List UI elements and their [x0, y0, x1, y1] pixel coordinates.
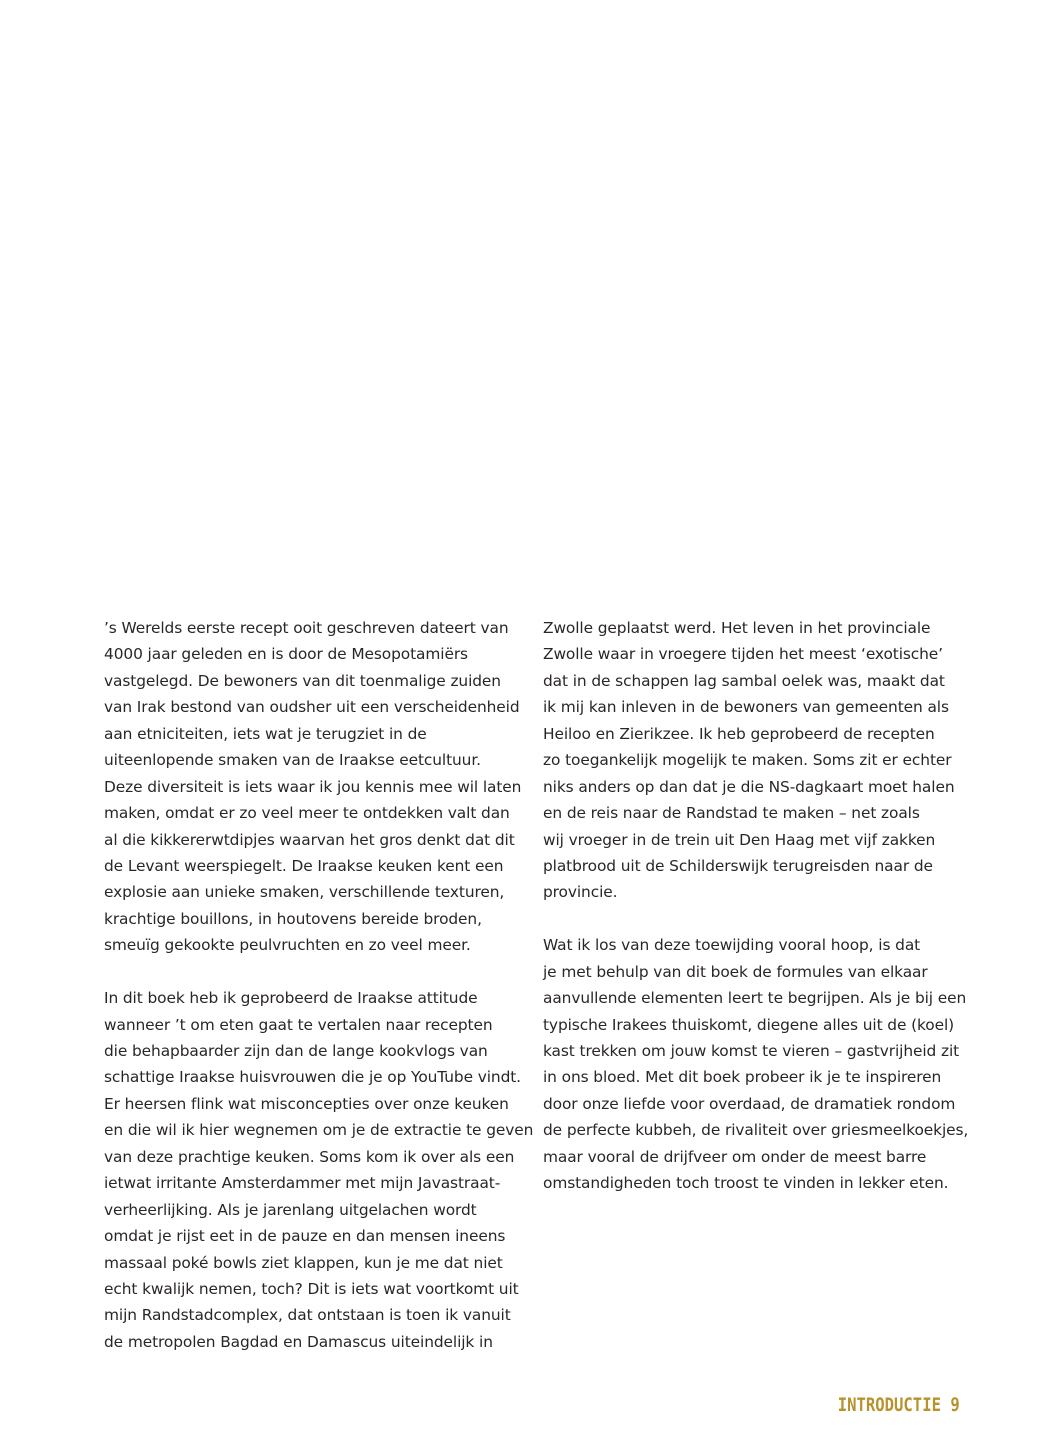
text-line: ’s Werelds eerste recept ooit geschreven dateert van: [104, 619, 509, 637]
text-line: aan etniciteiten, iets wat je terugziet in de: [104, 724, 427, 743]
text-line: 4000 jaar geleden en is door de Mesopotamiërs: [104, 645, 468, 664]
text-line: ietwat irritante Amsterdammer met mijn Javastraat-: [104, 1174, 501, 1193]
text-line: massaal poké bowls ziet klappen, kun je me dat niet: [104, 1253, 503, 1272]
text-line: omstandigheden toch troost te vinden in lekker eten.: [543, 1174, 949, 1193]
text-line: uiteenlopende smaken van de Iraakse eetcultuur.: [104, 751, 481, 770]
paragraph-spacer: [104, 959, 524, 985]
paragraph: [543, 615, 963, 906]
text-line: door onze liefde voor overdaad, de dramatiek rondom: [543, 1094, 956, 1113]
text-line: mijn Randstadcomplex, dat ontstaan is toen ik vanuit: [104, 1306, 511, 1325]
text-line: dat in de schappen lag sambal oelek was, maakt dat: [543, 671, 945, 690]
text-line: provincie.: [543, 883, 618, 902]
text-line: de Levant weerspiegelt. De Iraakse keuken kent een: [104, 856, 504, 875]
text-line: in ons bloed. Met dit boek probeer ik je te inspireren: [543, 1068, 942, 1087]
text-line: Zwolle geplaatst werd. Het leven in het provinciale: [543, 619, 931, 637]
text-line: niks anders op dan dat je die NS-dagkaart moet halen: [543, 777, 955, 796]
text-line: van deze prachtige keuken. Soms kom ik over als een: [104, 1147, 515, 1166]
text-line: Wat ik los van deze toewijding vooral hoop, is dat: [543, 936, 921, 955]
text-line: aanvullende elementen leert te begrijpen. Als je bij een: [543, 989, 967, 1008]
text-line: schattige Iraakse huisvrouwen die je op YouTube vindt.: [104, 1068, 521, 1087]
text-line: de perfecte kubbeh, de rivaliteit over griesmeelkoekjes,: [543, 1121, 969, 1140]
text-line: vastgelegd. De bewoners van dit toenmalige zuiden: [104, 671, 501, 690]
text-line: Er heersen flink wat misconcepties over onze keuken: [104, 1094, 509, 1113]
paragraph: [543, 932, 969, 1196]
text-line: Zwolle waar in vroegere tijden het meest ‘exotische’: [543, 645, 943, 664]
text-line: de metropolen Bagdad en Damascus uiteindelijk in: [104, 1332, 493, 1351]
text-line: Deze diversiteit is iets waar ik jou kennis mee wil laten: [104, 777, 522, 796]
page-footer-label: INTRODUCTIE 9: [838, 1394, 960, 1416]
left-text-column: [104, 615, 534, 1355]
text-line: echt kwalijk nemen, toch? Dit is iets wat voortkomt uit: [104, 1279, 519, 1298]
text-line: explosie aan unieke smaken, verschillende texturen,: [104, 883, 505, 902]
text-line: zo toegankelijk mogelijk te maken. Soms zit er echter: [543, 751, 952, 770]
text-line: al die kikkererwtdipjes waarvan het gros denkt dat dit: [104, 830, 515, 849]
text-line: maar vooral de drijfveer om onder de meest barre: [543, 1147, 927, 1166]
text-line: In dit boek heb ik geprobeerd de Iraakse attitude: [104, 989, 478, 1008]
text-line: omdat je rijst eet in de pauze en dan mensen ineens: [104, 1227, 506, 1246]
text-line: typische Irakees thuiskomt, diegene alles uit de (koel): [543, 1015, 955, 1034]
text-line: kast trekken om jouw komst te vieren – gastvrijheid zit: [543, 1042, 960, 1060]
text-line: krachtige bouillons, in houtovens bereide broden,: [104, 909, 482, 928]
paragraph: [104, 615, 524, 959]
text-line: die behapbaarder zijn dan de lange kookvlogs van: [104, 1042, 488, 1060]
text-line: ik mij kan inleven in de bewoners van gemeenten als: [543, 698, 949, 717]
text-line: platbrood uit de Schilderswijk terugreisden naar de: [543, 856, 933, 875]
text-line: smeuïg gekookte peulvruchten en zo veel meer.: [104, 936, 471, 955]
right-text-column: [543, 615, 969, 1197]
text-line: wanneer ’t om eten gaat te vertalen naar recepten: [104, 1015, 493, 1034]
text-line: van Irak bestond van oudsher uit een verscheidenheid: [104, 698, 520, 717]
text-line: en die wil ik hier wegnemen om je de extractie te geven: [104, 1121, 534, 1140]
paragraph-spacer: [543, 906, 963, 932]
text-line: je met behulp van dit boek de formules van elkaar: [543, 962, 928, 981]
text-line: Heiloo en Zierikzee. Ik heb geprobeerd de recepten: [543, 724, 935, 743]
text-line: en de reis naar de Randstad te maken – net zoals: [543, 804, 920, 823]
text-line: maken, omdat er zo veel meer te ontdekken valt dan: [104, 804, 510, 823]
text-line: verheerlijking. Als je jarenlang uitgelachen wordt: [104, 1200, 477, 1219]
paragraph: [104, 985, 534, 1355]
text-line: wij vroeger in de trein uit Den Haag met vijf zakken: [543, 830, 936, 849]
